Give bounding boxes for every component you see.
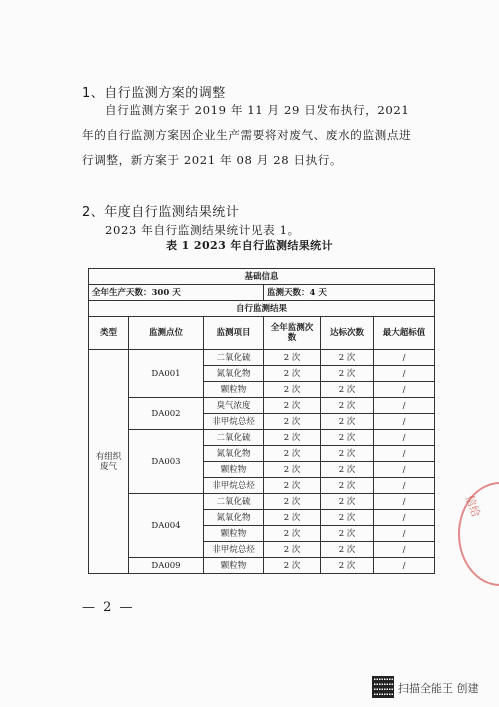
- scanner-watermark: 扫描全能王 创建: [398, 682, 479, 695]
- compliant-count-cell: 2 次: [321, 542, 374, 558]
- max-exceed-cell: /: [374, 446, 435, 462]
- annual-count-cell: 2 次: [264, 350, 321, 366]
- annual-count-cell: 2 次: [264, 558, 321, 574]
- annual-count-cell: 2 次: [264, 542, 321, 558]
- annual-count-cell: 2 次: [264, 382, 321, 398]
- monitoring-results-table: [88, 268, 435, 574]
- max-exceed-cell: /: [374, 558, 435, 574]
- annual-count-cell: 2 次: [264, 446, 321, 462]
- table-row: [89, 558, 435, 574]
- compliant-count-cell: 2 次: [321, 446, 374, 462]
- header-compliant-count: 达标次数: [321, 317, 374, 350]
- table-row: [89, 494, 435, 510]
- compliant-count-cell: 2 次: [321, 430, 374, 446]
- table-caption: 表 1 2023 年自行监测结果统计: [166, 239, 333, 252]
- compliant-count-cell: 2 次: [321, 382, 374, 398]
- max-exceed-cell: /: [374, 414, 435, 430]
- header-annual-count-line2: 数: [287, 333, 297, 343]
- monitoring-days: 监测天数：4 天: [264, 285, 435, 301]
- item-cell: 非甲烷总烃: [204, 542, 264, 558]
- qr-code-icon: [372, 676, 394, 698]
- item-cell: 氮氧化物: [204, 446, 264, 462]
- point-cell: DA002: [129, 398, 204, 430]
- compliant-count-cell: 2 次: [321, 494, 374, 510]
- max-exceed-cell: /: [374, 462, 435, 478]
- annual-count-cell: 2 次: [264, 510, 321, 526]
- max-exceed-cell: /: [374, 382, 435, 398]
- page-number: — 2 —: [82, 600, 135, 615]
- header-item: 监测项目: [204, 317, 264, 350]
- point-cell: DA001: [129, 350, 204, 398]
- header-annual-count-line1: 全年监测次: [270, 323, 314, 333]
- section-2-paragraph: 2023 年自行监测结果统计见表 1。: [105, 223, 300, 237]
- compliant-count-cell: 2 次: [321, 462, 374, 478]
- table-row: [89, 350, 435, 366]
- item-cell: 颗粒物: [204, 526, 264, 542]
- item-cell: 颗粒物: [204, 462, 264, 478]
- compliant-count-cell: 2 次: [321, 478, 374, 494]
- max-exceed-cell: /: [374, 526, 435, 542]
- max-exceed-cell: /: [374, 510, 435, 526]
- max-exceed-cell: /: [374, 478, 435, 494]
- category-cell: [89, 350, 129, 574]
- item-cell: 非甲烷总烃: [204, 414, 264, 430]
- stamp-text: 信给: [462, 493, 483, 519]
- annual-production-days: 全年生产天数：300 天: [89, 285, 264, 301]
- compliant-count-cell: 2 次: [321, 398, 374, 414]
- point-cell: DA009: [129, 558, 204, 574]
- max-exceed-cell: /: [374, 494, 435, 510]
- annual-count-cell: 2 次: [264, 526, 321, 542]
- compliant-count-cell: 2 次: [321, 558, 374, 574]
- section-2-heading: 2、年度自行监测结果统计: [82, 205, 240, 220]
- point-cell: DA003: [129, 430, 204, 494]
- header-type: 类型: [89, 317, 129, 350]
- item-cell: 非甲烷总烃: [204, 478, 264, 494]
- max-exceed-cell: /: [374, 350, 435, 366]
- annual-count-cell: 2 次: [264, 462, 321, 478]
- max-exceed-cell: /: [374, 542, 435, 558]
- annual-count-cell: 2 次: [264, 478, 321, 494]
- header-point: 监测点位: [129, 317, 204, 350]
- compliant-count-cell: 2 次: [321, 414, 374, 430]
- annual-count-cell: 2 次: [264, 414, 321, 430]
- item-cell: 氮氧化物: [204, 366, 264, 382]
- max-exceed-cell: /: [374, 366, 435, 382]
- item-cell: 二氧化硫: [204, 494, 264, 510]
- item-cell: 二氧化硫: [204, 350, 264, 366]
- header-annual-count: [264, 317, 321, 350]
- annual-count-cell: 2 次: [264, 494, 321, 510]
- annual-count-cell: 2 次: [264, 366, 321, 382]
- max-exceed-cell: /: [374, 430, 435, 446]
- compliant-count-cell: 2 次: [321, 366, 374, 382]
- point-cell: DA004: [129, 494, 204, 558]
- category-line2: 废气: [99, 461, 117, 472]
- basic-info-title: 基础信息: [89, 269, 435, 285]
- item-cell: 颗粒物: [204, 558, 264, 574]
- category-line1: 有组织: [95, 451, 122, 462]
- item-cell: 颗粒物: [204, 382, 264, 398]
- table-row: [89, 430, 435, 446]
- header-max-exceed: 最大超标值: [374, 317, 435, 350]
- section-1-heading: 1、自行监测方案的调整: [82, 86, 226, 101]
- results-title: 自行监测结果: [89, 301, 435, 317]
- compliant-count-cell: 2 次: [321, 510, 374, 526]
- item-cell: 氮氧化物: [204, 510, 264, 526]
- item-cell: 二氧化硫: [204, 430, 264, 446]
- compliant-count-cell: 2 次: [321, 526, 374, 542]
- annual-count-cell: 2 次: [264, 398, 321, 414]
- compliant-count-cell: 2 次: [321, 350, 374, 366]
- section-1-paragraph: 自行监测方案于 2019 年 11 月 29 日发布执行，2021 年的自行监测方案因企业生产需要将对废气、废水的监测点进行调整，新方案于 2021 年 08 月 28 日执行。: [82, 103, 412, 167]
- max-exceed-cell: /: [374, 398, 435, 414]
- annual-count-cell: 2 次: [264, 430, 321, 446]
- table-row: [89, 398, 435, 414]
- item-cell: 臭气浓度: [204, 398, 264, 414]
